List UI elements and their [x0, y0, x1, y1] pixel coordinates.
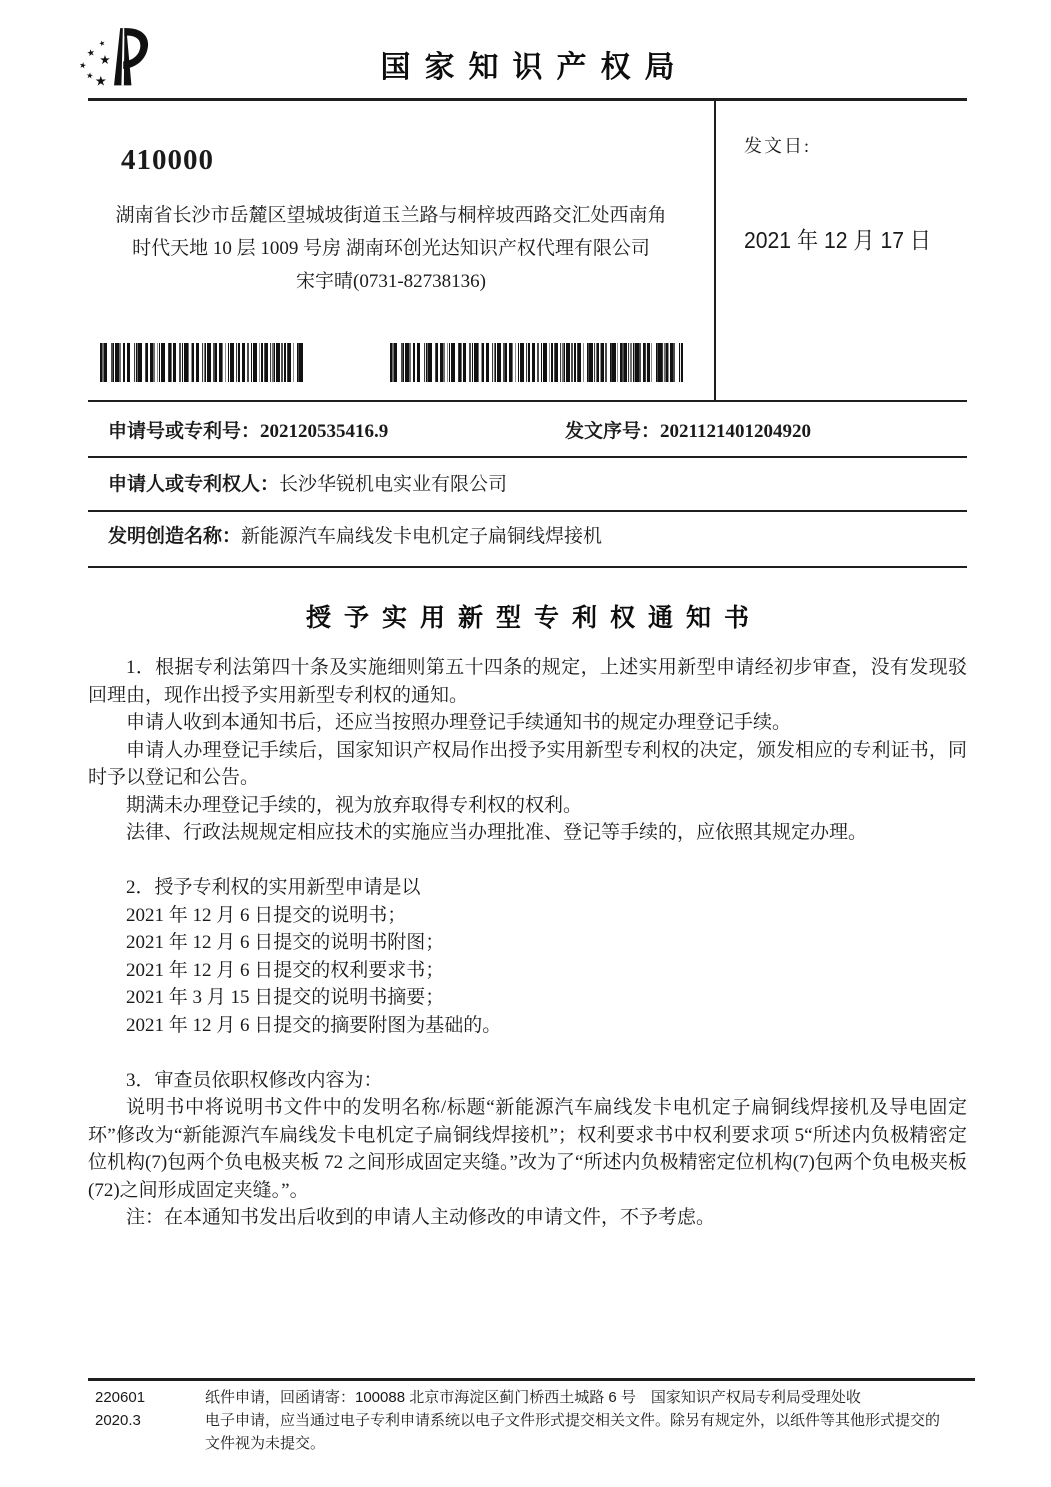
svg-text:★: ★	[85, 70, 94, 81]
body-paragraph: 2021 年 12 月 6 日提交的权利要求书；	[126, 959, 445, 981]
footer-codes	[95, 1386, 145, 1432]
address-line: 湖南省长沙市岳麓区望城坡街道玉兰路与桐梓坡西路交汇处西南角	[115, 205, 667, 226]
recipient-contact: 宋宇晴(0731-82738136)	[296, 271, 486, 292]
separator-line	[88, 510, 967, 512]
dispatch-serial-label: 发文序号：	[565, 421, 661, 442]
body-paragraph: 3．审查员依职权修改内容为：	[126, 1069, 383, 1091]
separator-line	[88, 566, 967, 568]
application-number-value: 202120535416.9	[260, 421, 389, 442]
application-number-row	[108, 418, 968, 446]
application-number-label: 申请号或专利号：	[108, 421, 261, 442]
body-paragraph: 1．根据专利法第四十条及实施细则第五十四条的规定，上述实用新型申请经初步审查，没有发现驳回理由，现作出授予实用新型专利权的通知。	[88, 657, 967, 706]
svg-text:★: ★	[99, 52, 111, 67]
invention-title-row	[108, 523, 968, 551]
body-paragraph: 法律、行政法规规定相应技术的实施应当办理批准、登记等手续的，应依照其规定办理。	[126, 822, 868, 843]
invention-title-value: 新能源汽车扁线发卡电机定子扁铜线焊接机	[241, 526, 603, 547]
dispatch-serial-group	[565, 418, 811, 446]
applicant-label: 申请人或专利权人：	[108, 474, 280, 495]
dispatch-date-label: 发文日:	[744, 136, 812, 156]
body-paragraph: 申请人办理登记手续后，国家知识产权局作出授予实用新型专利权的决定，颁发相应的专利证书，同时予以登记和公告。	[88, 739, 967, 788]
dispatch-box-border	[714, 98, 716, 402]
notice-title: 授予实用新型专利权通知书	[305, 604, 762, 632]
footer-note-line: 纸件申请，回函请寄：100088 北京市海淀区蓟门桥西土城路 6 号 国家知识产权局专利局受理处收	[205, 1389, 861, 1406]
footer-code-top: 220601	[95, 1389, 146, 1406]
footer-divider	[88, 1378, 975, 1381]
postal-code: 410000	[121, 144, 214, 176]
body-paragraph: 申请人收到本通知书后，还应当按照办理登记手续通知书的规定办理登记手续。	[126, 712, 792, 733]
svg-text:★: ★	[85, 47, 97, 59]
applicant-value: 长沙华锐机电实业有限公司	[279, 474, 508, 495]
body-paragraph: 期满未办理登记手续的，视为放弃取得专利权的权利。	[126, 794, 583, 816]
svg-text:★: ★	[97, 38, 107, 49]
footer-notes	[205, 1386, 987, 1455]
footer-note-line: 文件视为未提交。	[205, 1435, 326, 1452]
address-line: 时代天地 10 层 1009 号房 湖南环创光达知识产权代理有限公司	[132, 238, 650, 259]
body-paragraph: 2．授予专利权的实用新型申请是以	[126, 877, 421, 898]
recipient-address-block	[110, 199, 672, 298]
invention-title-label: 发明创造名称：	[108, 526, 242, 547]
agency-title: 国家知识产权局	[380, 51, 689, 84]
dispatch-serial-value: 2021121401204920	[660, 421, 811, 442]
dispatch-date-value: 2021 年 12 月 17 日	[744, 227, 932, 253]
footer-note-line: 电子申请，应当通过电子专利申请系统以电子文件形式提交相关文件。除另有规定外，以纸件等其他形式提交的	[205, 1412, 941, 1429]
notice-body	[88, 654, 967, 1232]
svg-text:★: ★	[78, 60, 88, 71]
header-divider	[88, 98, 967, 101]
body-paragraph: 2021 年 12 月 6 日提交的说明书；	[126, 904, 407, 926]
body-paragraph: 2021 年 12 月 6 日提交的说明书附图；	[126, 932, 445, 953]
barcode-left	[100, 343, 303, 382]
footer-code-bottom: 2020.3	[95, 1412, 141, 1429]
body-paragraph: 2021 年 12 月 6 日提交的摘要附图为基础的。	[126, 1014, 502, 1036]
body-paragraph: 2021 年 3 月 15 日提交的说明书摘要；	[126, 987, 445, 1008]
barcode-right	[390, 343, 683, 382]
body-paragraph: 说明书中将说明书文件中的发明名称/标题“新能源汽车扁线发卡电机定子扁铜线焊接机及导电固定环”修改为“新能源汽车扁线发卡电机定子扁铜线焊接机”；权利要求书中权利要求项 5“所述内负极精密定位机构(7)包两个负电极夹板 72 之间形成固定夹缝。”改为了“所述内负极精密定位机构(7)包两个负电极夹板(72)之间形成固定夹缝。”。	[88, 1097, 967, 1201]
body-paragraph: 注：在本通知书发出后收到的申请人主动修改的申请文件，不予考虑。	[126, 1207, 716, 1228]
separator-line	[88, 456, 967, 458]
applicant-row	[108, 471, 968, 499]
barcode-divider	[88, 400, 967, 402]
svg-text:★: ★	[94, 73, 107, 89]
